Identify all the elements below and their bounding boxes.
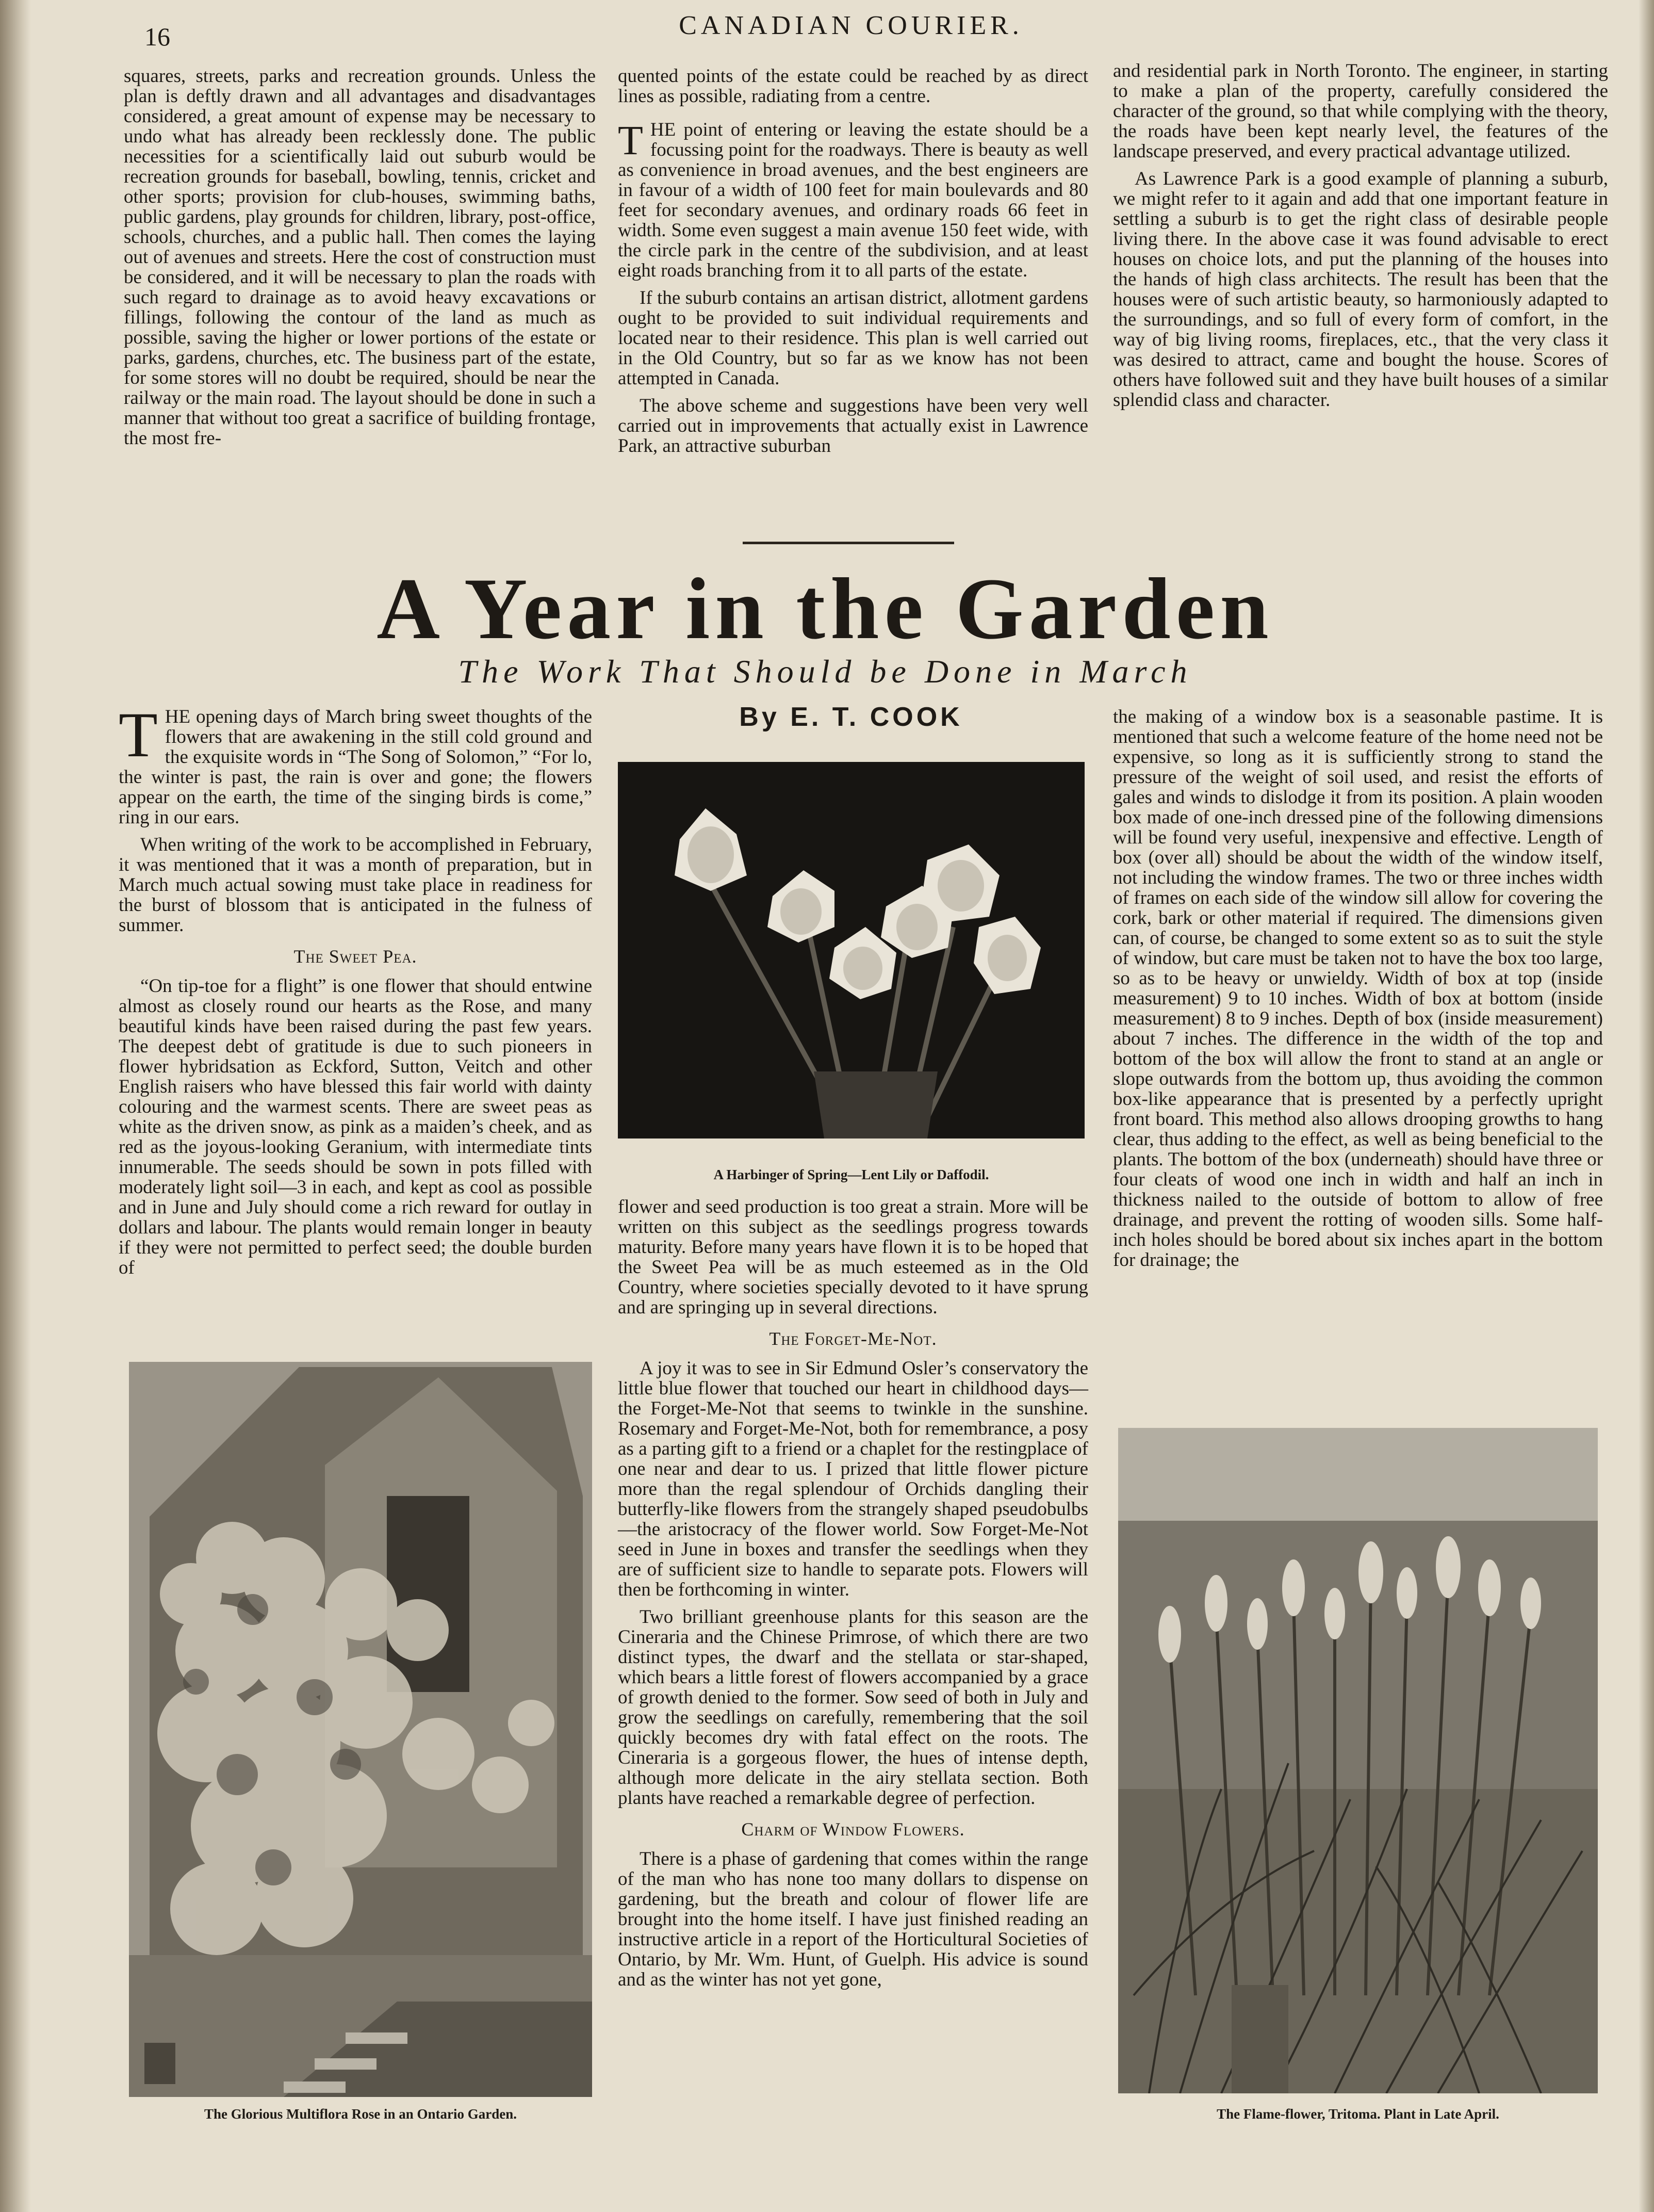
article-col1-opening bbox=[119, 700, 592, 828]
article-column-3 bbox=[1113, 707, 1603, 1277]
article-col2-p2: A joy it was to see in Sir Edmund Osler’s conservatory the little blue flower that touched our heart in childhood days—the Forget-Me-Not that seems to twinkle in the sunshine. Rosemary and Forget-Me-Not, both for remembrance, a posy as a parting gift to a friend or a chaplet for the restingplace of one near and dear to us. I prized that little flower picture more than the regal splendour of Orchids dangling their butterfly-like flowers from the strangely shaped pseudobulbs—the aristocracy of the flower world. Sow Forget-Me-Not seed in June in boxes and transfer the seedlings when they are of sufficient size to handle to separate pots. Flowers will then be forthcoming in winter. bbox=[618, 1358, 1088, 1600]
caption-daffodil: A Harbinger of Spring—Lent Lily or Daffodil. bbox=[713, 1167, 989, 1182]
dropcap: T bbox=[618, 118, 643, 164]
top-column-1 bbox=[124, 66, 596, 456]
article-column-2 bbox=[618, 1197, 1088, 1997]
top-col2-dropcap-text: HE point of entering or leaving the estate should be a focussing point for the roadways. There is beauty as well as convenience in broad avenues, and the best engineers are in favour of a width of 100 feet for main boulevards and 80 feet for secondary avenues, and ordinary roads 66 feet in width. Some even suggest a main avenue 150 feet wide, with the circle park in the centre of the subdivision, and at least eight roads branching from it to all parts of the estate. bbox=[618, 119, 1088, 281]
article-col1-p1: HE opening days of March bring sweet thoughts of the flowers that are awakening in the still cold ground and the exquisite words in “The Song of Solomon,” “For lo, the winter is past, the rain is over and gone; the flowers appear on the earth, the time of the singing birds is come,” ring in our ears. bbox=[119, 706, 592, 828]
caption-rose: The Glorious Multiflora Rose in an Ontario Garden. bbox=[204, 2106, 517, 2122]
top-col3-p2: As Lawrence Park is a good example of planning a suburb, we might refer to it again and add that one important feature in settling a suburb is to get the right class of desirable people living there. In the above case it was found advisable to erect houses on choice lots, and put the planning of the houses into the hands of high class architects. The result has been that the houses were of such artistic beauty, so harmoniously adapted to the surroundings, and so full of every form of comfort, in the way of big living rooms, fireplaces, etc., that the very class it was desired to attract, came and bought the house. Scores of others have followed suit and they have built houses of a similar splendid class and character. bbox=[1113, 168, 1608, 411]
page-number: 16 bbox=[144, 22, 170, 51]
article-col2-p4: There is a phase of gardening that comes within the range of the man who has none too many dollars to dispense on gardening, but the breath and colour of flower life are brought into the home itself. I have just finished reading an instructive article in a report of the Horticultural Societies of Ontario, by Mr. Wm. Hunt, of Guelph. His advice is sound and as the winter has not yet gone, bbox=[618, 1848, 1088, 1990]
article-col1-p2: When writing of the work to be accomplished in February, it was mentioned that it was a month of preparation, but in March much actual sowing must take place in readiness for the burst of blossom that is anticipated in the fulness of summer. bbox=[119, 834, 592, 936]
article-subhead: The Work That Should be Done in March bbox=[458, 653, 1192, 690]
top-col2-p4: The above scheme and suggestions have been very well carried out in improvements that actually exist in Lawrence Park, an attractive suburban bbox=[618, 395, 1088, 457]
running-head: CANADIAN COURIER. bbox=[679, 11, 1023, 40]
rose-garden-photo bbox=[129, 1362, 592, 2097]
rose-house-illustration bbox=[129, 1362, 592, 2097]
article-headline: A Year in the Garden bbox=[376, 560, 1274, 657]
article-col3-p1: the making of a window box is a seasonable pastime. It is mentioned that such a welcome feature of the home need not be expensive, so long as it is sufficiently strong to stand the pressure of the weight of soil used, and resist the efforts of gales and winds to dislodge it from its position. A plain wooden box made of one-inch dressed pine of the following dimensions will be found very useful, inexpensive and effective. Length of box (over all) should be about the width of the window itself, not including the window frames. The two or three inches width of frames on each side of the window sill allow for covering the cork, bark or other material if required. The dimensions given can, of course, be changed to some extent so as to suit the style of window, but care must be taken not to have the box too large, so as to be heavy or unwieldy. Width of box at top (inside measurement) 9 to 10 inches. Width of box at bottom (inside measurement) 8 to 9 inches. Depth of box (inside measurement) about 7 inches. The difference in the width of the top and bottom of the box will allow the front to stand at an angle or slope outwards from the bottom up, thus avoiding the common box-like appearance that is presented by a perfectly upright front board. This method also allows drooping growths to hang clear, thus adding to the effect, as well as being beneficial to the plants. The bottom of the box (underneath) should have three or four cleats of wood one inch in width and half an inch in thickness nailed to the outside of bottom to allow of free drainage, and prevent the rotting of wooden sills. Some half-inch holes should be bored about six inches apart in the bottom for drainage; the bbox=[1113, 706, 1603, 1271]
article-byline: By E. T. COOK bbox=[739, 702, 963, 732]
section-rule bbox=[743, 542, 954, 544]
top-col1-text: squares, streets, parks and recreation grounds. Unless the plan is deftly drawn and all advantages and disadvantages considered, a great amount of expense may be necessary to undo what has already been recklessly done. The public necessities for a scientifically laid out suburb would be recreation grounds for baseball, bowling, tennis, cricket and other sports; provision for club-houses, swimming baths, public gardens, play grounds for children, library, post-office, schools, churches, and a public hall. Then comes the laying out of avenues and streets. Here the cost of construction must be considered, and it will be necessary to plan the roads with such regard to drainage as to avoid heavy excavations or fillings, following the contour of the land as much as possible, saving the higher or lower portions of the estate or parks, gardens, churches, etc. The business part of the estate, for some stores will no doubt be required, should be near the railway or the main road. The layout should be done in such a manner that without too great a sacrifice of building frontage, the most fre- bbox=[124, 66, 596, 449]
section-heading-forget-me-not: The Forget-Me-Not. bbox=[769, 1328, 937, 1349]
top-col3-p1: and residential park in North Toronto. The engineer, in starting to make a plan of the property, carefully considered the character of the ground, so that while complying with the theory, the roads have been kept nearly level, the features of the landscape preserved, and every practical advantage utilized. bbox=[1113, 60, 1608, 162]
daffodil-illustration bbox=[618, 762, 1085, 1138]
article-column-1 bbox=[119, 700, 592, 1285]
article-col1-p3: “On tip-toe for a flight” is one flower that should entwine almost as closely round our hearts as the Rose, and many beautiful kinds have been raised during the past few years. The deepest debt of gratitude is due to such pioneers in flower hybridsation as Eckford, Sutton, Veitch and other English raisers who have blessed this fair world with dainty colouring and the warmest scents. There are sweet peas as white as the driven snow, as pink as a maiden’s cheek, and as red as the joyous-looking Geranium, with intermediate tints innumerable. The seeds should be sown in pots filled with moderately light soil—3 in each, and kept as cool as possible and in June and July should come a rich reward for outlay in dollars and labour. The plants would remain longer in beauty if they were not permitted to perfect seed; the double burden of bbox=[119, 975, 592, 1278]
article-col2-p3: Two brilliant greenhouse plants for this season are the Cineraria and the Chinese Primrose, of which there are two distinct types, the dwarf and the stellata or star-shaped, which bears a little forest of flowers accompanied by a grace of growth denied to the former. Sow seed of both in July and grow the seedlings on carefully, remembering that the soil quickly becomes dry with fatal effect on the roots. The Cineraria is a gorgeous flower, the hues of intense depth, although more delicate in the airy stellata section. Both plants have reached a remarkable degree of perfection. bbox=[618, 1606, 1088, 1809]
caption-tritoma: The Flame-flower, Tritoma. Plant in Late April. bbox=[1217, 2106, 1499, 2122]
article-col2-p1: flower and seed production is too great a strain. More will be written on this subject as the seedlings progress towards maturity. Before many years have flown it is to be hoped that the Sweet Pea will be as much esteemed as in the Old Country, where societies specially devoted to it have sprung and are springing up in several directions. bbox=[618, 1196, 1088, 1318]
tritoma-photo bbox=[1118, 1428, 1598, 2093]
daffodil-photo bbox=[618, 762, 1085, 1138]
top-col2-paragraph bbox=[618, 120, 1088, 281]
page-edge-shadow bbox=[1639, 0, 1654, 2212]
section-heading-sweet-pea: The Sweet Pea. bbox=[293, 946, 417, 967]
tritoma-illustration bbox=[1118, 1428, 1598, 2093]
top-col2-p3: If the suburb contains an artisan district, allotment gardens ought to be provided to suit individual requirements and located near to their residence. This plan is well carried out in the Old Country, but so far as we know has not been attempted in Canada. bbox=[618, 287, 1088, 389]
section-heading-window-flowers: Charm of Window Flowers. bbox=[741, 1819, 965, 1840]
dropcap: T bbox=[119, 700, 158, 770]
top-col2-lead: quented points of the estate could be reached by as direct lines as possible, radiating from a centre. bbox=[618, 66, 1088, 107]
top-column-2 bbox=[618, 66, 1088, 463]
top-column-3 bbox=[1113, 61, 1608, 417]
page-binding-shadow bbox=[0, 0, 31, 2212]
